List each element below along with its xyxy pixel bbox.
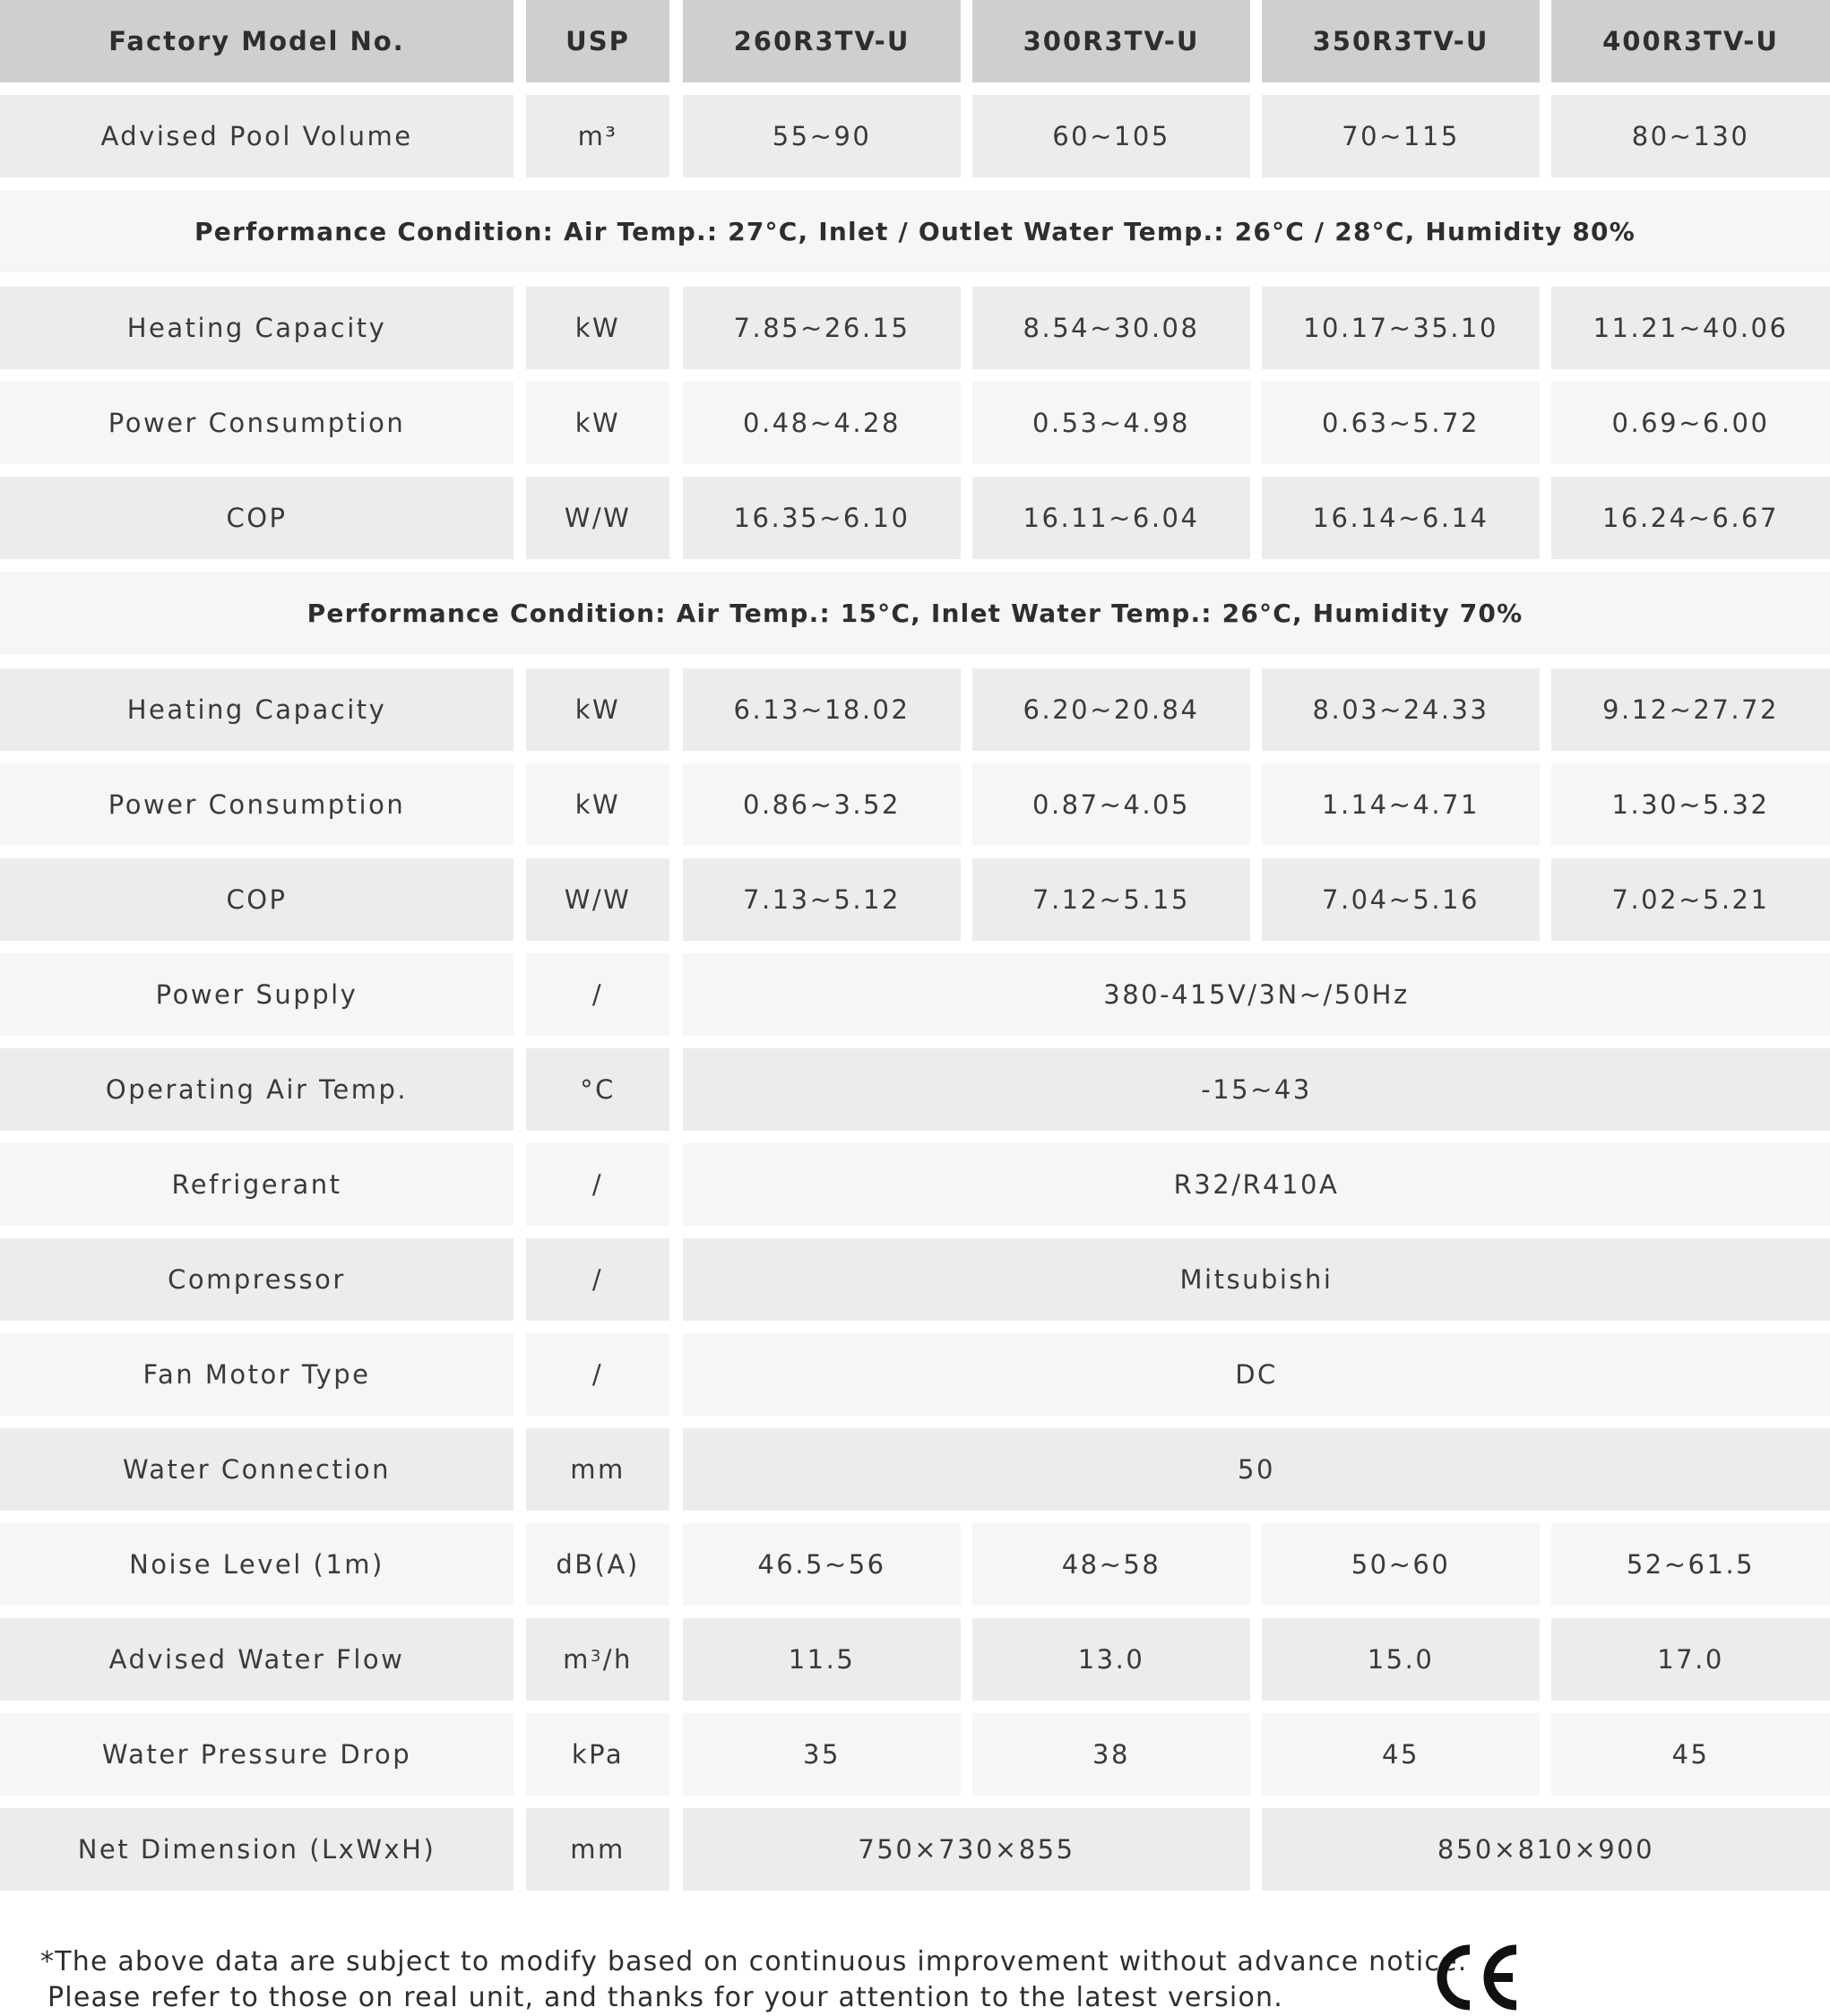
row-value: 0.69~6.00 (1551, 382, 1830, 464)
row-value: 48~58 (972, 1523, 1250, 1606)
row-value: 15.0 (1262, 1618, 1540, 1701)
row-label: COP (0, 858, 514, 941)
row-value: 1.30~5.32 (1551, 763, 1830, 846)
row-value: 46.5~56 (683, 1523, 961, 1606)
row-value: 13.0 (972, 1618, 1250, 1701)
table-row (0, 95, 1830, 177)
row-label: Operating Air Temp. (0, 1048, 514, 1131)
row-value: R32/R410A (683, 1143, 1830, 1226)
row-unit: mm (526, 1808, 669, 1891)
header-model: 400R3TV-U (1551, 0, 1830, 82)
table-row (0, 1333, 1830, 1416)
performance-condition-2: Performance Condition: Air Temp.: 15°C, Inlet Water Temp.: 26°C, Humidity 70% (0, 572, 1830, 654)
row-unit: / (526, 1238, 669, 1321)
row-value: 38 (972, 1713, 1250, 1796)
row-value: 9.12~27.72 (1551, 668, 1830, 751)
row-value: 750×730×855 (683, 1808, 1250, 1891)
row-value: 0.87~4.05 (972, 763, 1250, 846)
table-row (0, 858, 1830, 941)
row-value: 45 (1551, 1713, 1830, 1796)
table-row (0, 1143, 1830, 1226)
row-unit: kPa (526, 1713, 669, 1796)
table-row (0, 1618, 1830, 1701)
row-value: 6.20~20.84 (972, 668, 1250, 751)
table-row (0, 1048, 1830, 1131)
row-value: 11.21~40.06 (1551, 287, 1830, 369)
row-value: 7.02~5.21 (1551, 858, 1830, 941)
row-value: 0.53~4.98 (972, 382, 1250, 464)
table-row (0, 1713, 1830, 1796)
row-value: 8.03~24.33 (1262, 668, 1540, 751)
row-value: 0.48~4.28 (683, 382, 961, 464)
row-value: 11.5 (683, 1618, 961, 1701)
footnote (40, 1944, 1468, 2016)
row-value: Mitsubishi (683, 1238, 1830, 1321)
row-value: 55~90 (683, 95, 961, 177)
performance-condition-1: Performance Condition: Air Temp.: 27°C, Inlet / Outlet Water Temp.: 26°C / 28°C, Humidity 80% (0, 190, 1830, 272)
table-row (0, 1238, 1830, 1321)
row-value: 52~61.5 (1551, 1523, 1830, 1606)
footnote-line-2: Please refer to those on real unit, and thanks for your attention to the latest version. (47, 1982, 1283, 2013)
row-label: COP (0, 477, 514, 559)
unit-superscript: 3 (590, 1646, 603, 1666)
table-row (0, 763, 1830, 846)
row-value: 7.04~5.16 (1262, 858, 1540, 941)
row-value: 1.14~4.71 (1262, 763, 1540, 846)
row-value: 16.24~6.67 (1551, 477, 1830, 559)
row-value: 7.13~5.12 (683, 858, 961, 941)
table-row (0, 382, 1830, 464)
header-model: 260R3TV-U (683, 0, 961, 82)
condition-row (0, 190, 1830, 272)
row-value: 7.85~26.15 (683, 287, 961, 369)
header-label: Factory Model No. (0, 0, 514, 82)
row-unit: / (526, 1143, 669, 1226)
row-unit: kW (526, 763, 669, 846)
row-label: Power Consumption (0, 382, 514, 464)
row-value: 70~115 (1262, 95, 1540, 177)
table-row (0, 1523, 1830, 1606)
row-value: 16.14~6.14 (1262, 477, 1540, 559)
table-row (0, 477, 1830, 559)
row-label: Heating Capacity (0, 287, 514, 369)
row-value: 50 (683, 1428, 1830, 1511)
table-row (0, 953, 1830, 1036)
row-value: 45 (1262, 1713, 1540, 1796)
row-value: 0.86~3.52 (683, 763, 961, 846)
row-unit: m³ (526, 95, 669, 177)
row-unit: kW (526, 287, 669, 369)
row-value: 16.11~6.04 (972, 477, 1250, 559)
row-unit: / (526, 1333, 669, 1416)
row-unit: kW (526, 668, 669, 751)
row-unit: / (526, 953, 669, 1036)
table-row (0, 1428, 1830, 1511)
header-unit: USP (526, 0, 669, 82)
row-unit: W/W (526, 477, 669, 559)
row-value: 80~130 (1551, 95, 1830, 177)
table-row (0, 287, 1830, 369)
row-label: Advised Water Flow (0, 1618, 514, 1701)
row-unit: W/W (526, 858, 669, 941)
row-value: 10.17~35.10 (1262, 287, 1540, 369)
row-value: -15~43 (683, 1048, 1830, 1131)
row-value: 380-415V/3N~/50Hz (683, 953, 1830, 1036)
row-value: 16.35~6.10 (683, 477, 961, 559)
unit-base: m (563, 1644, 591, 1675)
row-label: Noise Level (1m) (0, 1523, 514, 1606)
row-value: 50~60 (1262, 1523, 1540, 1606)
row-label: Fan Motor Type (0, 1333, 514, 1416)
row-value: 850×810×900 (1262, 1808, 1830, 1891)
row-label: Refrigerant (0, 1143, 514, 1226)
row-value: 6.13~18.02 (683, 668, 961, 751)
unit-rest: /h (602, 1644, 633, 1675)
row-label: Water Connection (0, 1428, 514, 1511)
row-label: Net Dimension (LxWxH) (0, 1808, 514, 1891)
row-unit: dB(A) (526, 1523, 669, 1606)
row-value: 0.63~5.72 (1262, 382, 1540, 464)
header-row (0, 0, 1830, 82)
row-unit: kW (526, 382, 669, 464)
condition-row (0, 572, 1830, 654)
row-value: 7.12~5.15 (972, 858, 1250, 941)
footnote-line-1: *The above data are subject to modify based on continuous improvement without advance notice. (40, 1946, 1468, 1977)
header-model: 350R3TV-U (1262, 0, 1540, 82)
row-unit: °C (526, 1048, 669, 1131)
row-label: Power Consumption (0, 763, 514, 846)
row-value: 17.0 (1551, 1618, 1830, 1701)
table-row (0, 668, 1830, 751)
row-value: DC (683, 1333, 1830, 1416)
table-row (0, 1808, 1830, 1891)
row-value: 35 (683, 1713, 961, 1796)
row-label: Advised Pool Volume (0, 95, 514, 177)
ce-mark-logo (1425, 1943, 1524, 2012)
row-value: 8.54~30.08 (972, 287, 1250, 369)
row-unit (526, 1618, 669, 1701)
row-unit: mm (526, 1428, 669, 1511)
row-label: Heating Capacity (0, 668, 514, 751)
row-label: Power Supply (0, 953, 514, 1036)
header-model: 300R3TV-U (972, 0, 1250, 82)
row-value: 60~105 (972, 95, 1250, 177)
row-label: Compressor (0, 1238, 514, 1321)
row-label: Water Pressure Drop (0, 1713, 514, 1796)
